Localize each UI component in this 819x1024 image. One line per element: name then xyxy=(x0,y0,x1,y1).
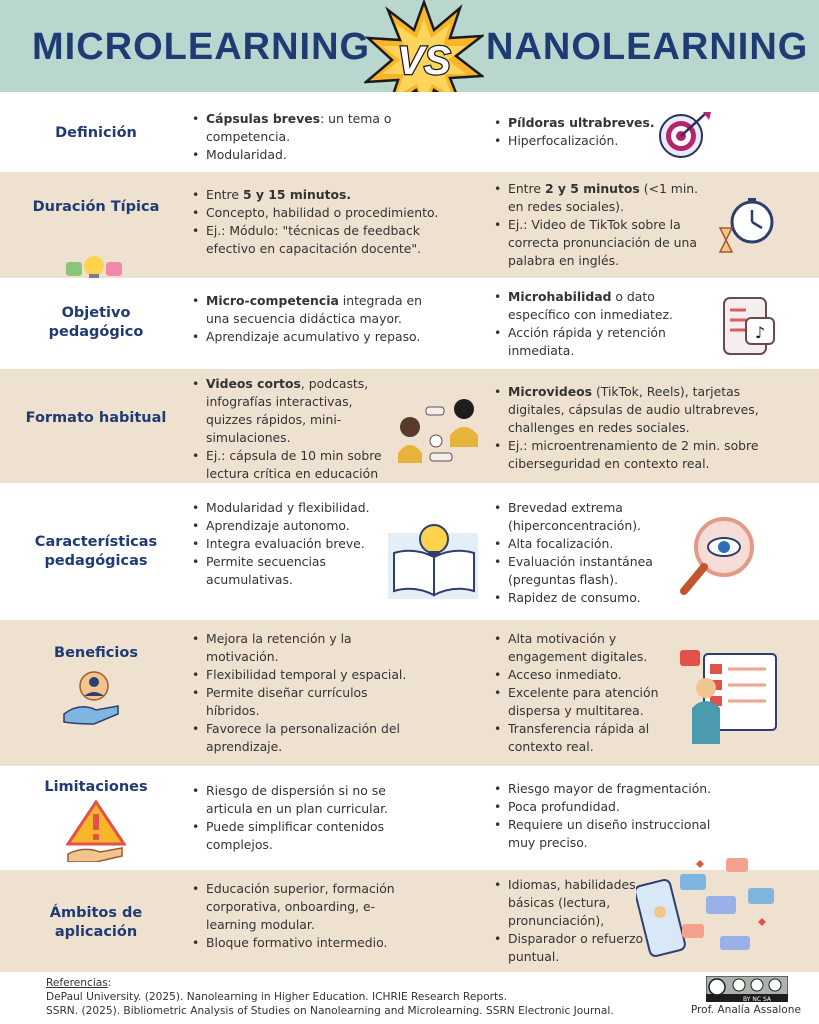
list-item: • Entre 5 y 15 minutos. xyxy=(192,186,450,204)
title-nanolearning: NANOLEARNING xyxy=(486,26,809,68)
micro-list xyxy=(192,292,432,346)
micro-list xyxy=(192,630,418,756)
magnifier-eye-icon xyxy=(676,513,760,597)
list-item: • Microhabilidad o dato específico con inmediatez. xyxy=(494,288,714,324)
list-item: • Excelente para atención dispersa y multitarea. xyxy=(494,684,674,720)
list-item: • Favorece la personalización del aprendizaje. xyxy=(192,720,418,756)
row-label: Definición xyxy=(55,125,137,141)
list-item: • Píldoras ultrabreves. xyxy=(494,114,664,132)
podcast-icon xyxy=(396,391,488,467)
list-item: • Alta focalización. xyxy=(494,535,680,553)
list-item: • Evaluación instantánea (preguntas flash). xyxy=(494,553,680,589)
list-item: • Aprendizaje acumulativo y repaso. xyxy=(192,328,432,346)
warning-hand-icon xyxy=(66,800,126,862)
row-objetivo xyxy=(0,278,819,369)
video-user-icon xyxy=(676,648,782,748)
author-credit: Prof. Analía Assalone xyxy=(690,1004,801,1016)
list-item: • Acceso inmediato. xyxy=(494,666,674,684)
list-item: • Micro-competencia integrada en una secuencia didáctica mayor. xyxy=(192,292,432,328)
svg-text:♪: ♪ xyxy=(754,323,766,342)
row-duracion xyxy=(0,172,819,278)
list-item: • Integra evaluación breve. xyxy=(192,535,380,553)
nano-list xyxy=(494,780,724,852)
list-item: • Concepto, habilidad o procedimiento. xyxy=(192,204,450,222)
hand-person-icon xyxy=(60,666,126,728)
phone-messages-icon xyxy=(636,854,786,966)
row-label: Beneficios xyxy=(54,645,138,661)
list-item: • Flexibilidad temporal y espacial. xyxy=(192,666,418,684)
row-label: Características pedagógicas xyxy=(34,534,158,569)
list-item: • Ej.: microentrenamiento de 2 min. sobre ciberseguridad en contexto real. xyxy=(494,437,774,473)
list-item: • Rapidez de consumo. xyxy=(494,589,680,607)
micro-list xyxy=(192,782,408,854)
list-item: • Hiperfocalización. xyxy=(494,132,664,150)
micro-list xyxy=(192,880,402,952)
list-item: • Videos cortos, podcasts, infografías interactivas, quizzes rápidos, mini-simulaciones. xyxy=(192,375,392,447)
tiktok-phone-icon xyxy=(720,296,780,356)
micro-list xyxy=(192,110,392,164)
list-item: • Requiere un diseño instruccional muy preciso. xyxy=(494,816,724,852)
row-label: Duración Típica xyxy=(32,199,160,215)
list-item: • Modularidad y flexibilidad. xyxy=(192,499,380,517)
reference-1: DePaul University. (2025). Nanolearning in Higher Education. ICHRIE Research Reports. xyxy=(46,991,508,1003)
list-item: • Mejora la retención y la motivación. xyxy=(192,630,418,666)
nano-list xyxy=(494,499,680,607)
title-microlearning: MICROLEARNING xyxy=(32,26,371,68)
micro-list xyxy=(192,186,450,258)
list-item: • Transferencia rápida al contexto real. xyxy=(494,720,674,756)
list-item: • Idiomas, habilidades básicas (lectura, pronunciación), xyxy=(494,876,652,930)
list-item: • Acción rápida y retención inmediata. xyxy=(494,324,714,360)
list-item: • Ej.: Módulo: "técnicas de feedback efectivo en capacitación docente". xyxy=(192,222,450,258)
vs-label: VS xyxy=(397,39,451,83)
micro-list xyxy=(192,499,380,589)
row-ambitos xyxy=(0,870,819,972)
nano-list xyxy=(494,383,774,473)
row-label: Limitaciones xyxy=(44,779,148,795)
reference-2: SSRN. (2025). Bibliometric Analysis of Studies on Nanolearning and Microlearning. SSRN Electronic Journal. xyxy=(46,1005,614,1017)
nano-list xyxy=(494,114,664,150)
row-beneficios xyxy=(0,620,819,766)
svg-text:BY NC SA: BY NC SA xyxy=(743,996,771,1002)
nano-list xyxy=(494,180,716,270)
creative-commons-license-icon xyxy=(706,976,788,1002)
list-item: • Riesgo de dispersión si no se articula en un plan curricular. xyxy=(192,782,408,818)
nano-list xyxy=(494,630,674,756)
list-item: • Permite secuencias acumulativas. xyxy=(192,553,380,589)
list-item: • Bloque formativo intermedio. xyxy=(192,934,402,952)
list-item: • Educación superior, formación corporativa, onboarding, e-learning modular. xyxy=(192,880,402,934)
list-item: • Aprendizaje autonomo. xyxy=(192,517,380,535)
list-item: • Ej.: Video de TikTok sobre la correcta pronunciación de una palabra en inglés. xyxy=(494,216,716,270)
list-item: • Permite diseñar currículos híbridos. xyxy=(192,684,418,720)
row-label: Objetivo pedagógico xyxy=(48,305,144,340)
list-item: • Microvideos (TikTok, Reels), tarjetas digitales, cápsulas de audio ultrabreves, challenges en redes sociales. xyxy=(494,383,774,437)
references-heading: Referencias: xyxy=(46,977,112,989)
list-item: • Cápsulas breves: un tema o competencia. xyxy=(192,110,392,146)
list-item: • Ej.: cápsula de 10 min sobre lectura crítica en educación xyxy=(192,447,392,501)
row-label: Formato habitual xyxy=(25,410,167,426)
list-item: • Entre 2 y 5 minutos (<1 min. en redes sociales). xyxy=(494,180,716,216)
row-formato xyxy=(0,369,819,483)
open-book-lightbulb-icon xyxy=(382,503,486,603)
list-item: • Modularidad. xyxy=(192,146,392,164)
list-item: • Disparador o refuerzo puntual. xyxy=(494,930,652,966)
nano-list xyxy=(494,288,714,360)
list-item: • Puede simplificar contenidos complejos. xyxy=(192,818,408,854)
row-label: Ámbitos de aplicación xyxy=(49,905,143,940)
list-item: • Poca profundidad. xyxy=(494,798,724,816)
list-item: • Riesgo mayor de fragmentación. xyxy=(494,780,724,798)
list-item: • Alta motivación y engagement digitales. xyxy=(494,630,674,666)
row-definicion xyxy=(0,92,819,172)
nano-list xyxy=(494,876,652,966)
row-caracteristicas xyxy=(0,483,819,620)
list-item: • Brevedad extrema (hiperconcentración). xyxy=(494,499,680,535)
clock-icon xyxy=(716,198,776,254)
target-icon xyxy=(655,110,715,160)
